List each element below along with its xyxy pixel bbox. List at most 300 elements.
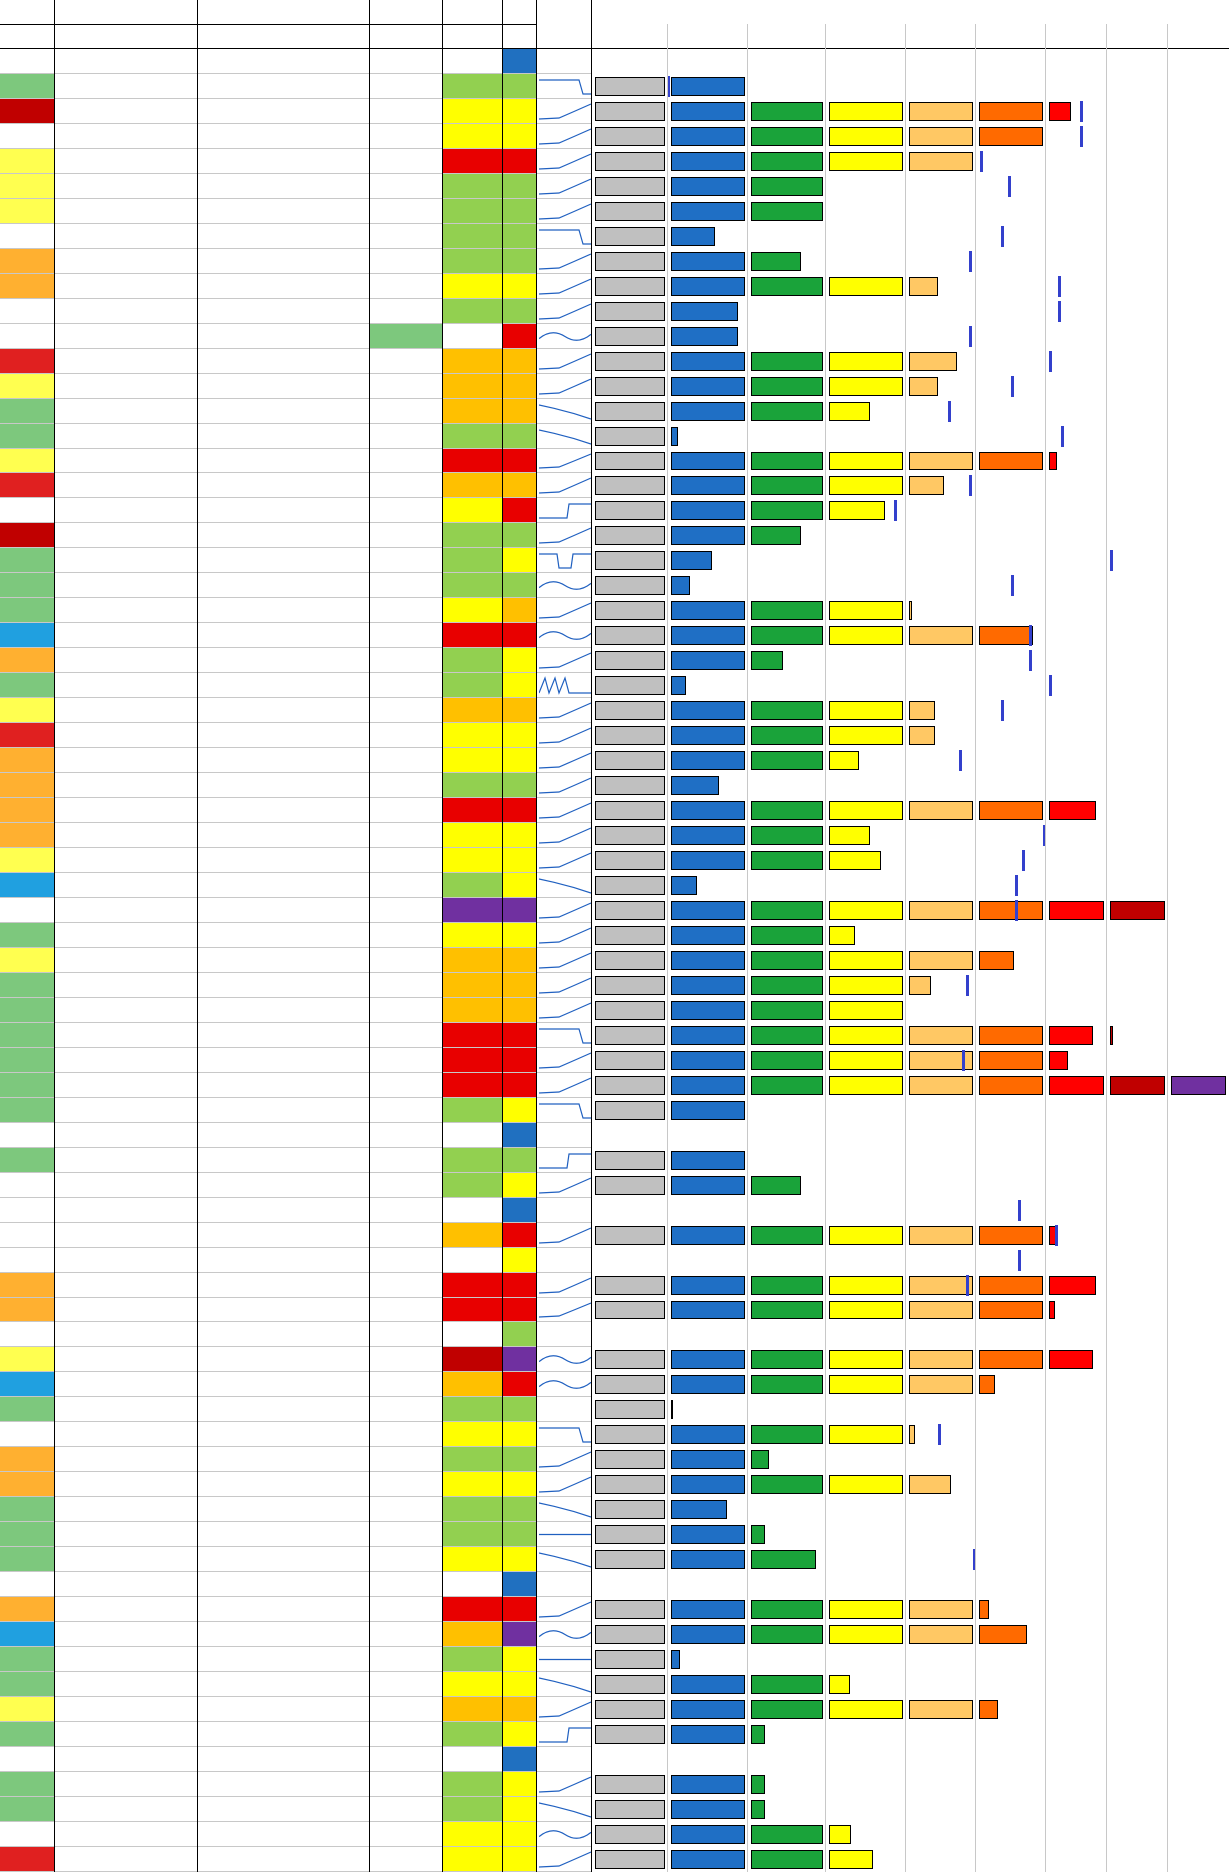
level-bar-normalna bbox=[671, 402, 745, 421]
max-value bbox=[503, 698, 537, 723]
level-bar-opozorilna bbox=[979, 1076, 1043, 1095]
trend-value bbox=[0, 823, 55, 848]
level-bar-poveana bbox=[751, 1625, 823, 1644]
max-value bbox=[503, 399, 537, 424]
level-bar-poveana bbox=[751, 1450, 769, 1469]
max-value bbox=[503, 1048, 537, 1073]
trend-sparkline bbox=[539, 1624, 591, 1645]
current-level-marker bbox=[1080, 101, 1083, 122]
level-bar-normalna bbox=[671, 476, 745, 495]
trend-value bbox=[0, 648, 55, 673]
status-text bbox=[1107, 1148, 1168, 1173]
status-text bbox=[1168, 1123, 1229, 1148]
status-text bbox=[1046, 1747, 1107, 1772]
level-bar-normalna bbox=[671, 352, 745, 371]
level-bar-majhna bbox=[595, 1425, 665, 1444]
flow-value bbox=[443, 1647, 503, 1672]
water-level bbox=[370, 1073, 443, 1098]
river-name bbox=[55, 648, 198, 673]
trend-value bbox=[0, 1397, 55, 1422]
station-name bbox=[198, 1597, 370, 1622]
level-bar-normalna bbox=[671, 901, 745, 920]
water-level bbox=[370, 149, 443, 174]
status-text bbox=[748, 1572, 826, 1597]
header-flow-unit bbox=[443, 24, 503, 49]
level-bar-normalna bbox=[671, 1700, 745, 1719]
level-bar-opozorilna bbox=[979, 102, 1043, 121]
water-level bbox=[370, 1298, 443, 1322]
status-text bbox=[1107, 1123, 1168, 1148]
trend-sparkline bbox=[539, 850, 591, 871]
trend-sparkline bbox=[539, 675, 591, 696]
level-bar-normalna bbox=[671, 551, 712, 570]
level-bar-narasla bbox=[829, 1051, 903, 1070]
trend-sparkline bbox=[539, 151, 591, 172]
flow-value bbox=[443, 723, 503, 748]
trend-sparkline bbox=[539, 875, 591, 896]
trend-value bbox=[0, 99, 55, 124]
station-name bbox=[198, 324, 370, 349]
status-text bbox=[906, 1322, 976, 1347]
level-bar-normalna bbox=[671, 976, 745, 995]
river-name bbox=[55, 1822, 198, 1847]
max-value bbox=[503, 174, 537, 199]
level-bar-25 bbox=[1049, 1026, 1093, 1045]
status-text bbox=[1046, 1148, 1107, 1173]
flow-value bbox=[443, 1572, 503, 1597]
flow-value bbox=[443, 1597, 503, 1622]
trend-sparkline bbox=[539, 525, 591, 546]
level-bar-normalna bbox=[671, 1850, 745, 1869]
level-bar-majhna bbox=[595, 501, 665, 520]
level-bar-majhna bbox=[595, 152, 665, 171]
water-level bbox=[370, 623, 443, 648]
level-bar-poveana bbox=[751, 651, 783, 670]
level-bar-normalna bbox=[671, 1101, 745, 1120]
level-bar-opozorilna bbox=[979, 1026, 1043, 1045]
max-value bbox=[503, 374, 537, 399]
station-name bbox=[198, 748, 370, 773]
level-bar-majhna bbox=[595, 402, 665, 421]
station-name bbox=[198, 149, 370, 174]
trend-sparkline bbox=[539, 1000, 591, 1021]
trend-sparkline bbox=[539, 1449, 591, 1470]
level-bar-normalna bbox=[671, 826, 745, 845]
station-name bbox=[198, 1447, 370, 1472]
flow-value bbox=[443, 1547, 503, 1572]
flow-value bbox=[443, 523, 503, 548]
level-bar-velika bbox=[909, 1625, 973, 1644]
trend-value bbox=[0, 274, 55, 299]
level-bar-poveana bbox=[751, 726, 823, 745]
max-value bbox=[503, 324, 537, 349]
max-value bbox=[503, 149, 537, 174]
max-value bbox=[503, 1397, 537, 1422]
level-bar-normalna bbox=[671, 1775, 745, 1794]
station-name bbox=[198, 648, 370, 673]
water-level bbox=[370, 324, 443, 349]
category-label-7 bbox=[1107, 24, 1168, 49]
river-name bbox=[55, 74, 198, 99]
river-name bbox=[55, 1672, 198, 1697]
level-bar-narasla bbox=[829, 901, 903, 920]
level-bar-normalna bbox=[671, 202, 745, 221]
status-text bbox=[1046, 1123, 1107, 1148]
water-level bbox=[370, 1223, 443, 1248]
level-bar-normalna bbox=[671, 1550, 745, 1569]
water-level bbox=[370, 399, 443, 424]
max-value bbox=[503, 598, 537, 623]
flow-value bbox=[443, 1797, 503, 1822]
level-bar-poveana bbox=[751, 402, 823, 421]
current-level-marker bbox=[962, 1050, 965, 1071]
water-level bbox=[370, 1697, 443, 1722]
river-name bbox=[55, 1747, 198, 1772]
level-bar-narasla bbox=[829, 1700, 903, 1719]
water-level bbox=[370, 1622, 443, 1647]
level-bar-poveana bbox=[751, 1700, 823, 1719]
level-bar-majhna bbox=[595, 576, 665, 595]
trend-value bbox=[0, 149, 55, 174]
current-level-marker bbox=[980, 151, 983, 172]
level-bar-narasla bbox=[829, 402, 870, 421]
max-value bbox=[503, 998, 537, 1023]
station-name bbox=[198, 1647, 370, 1672]
level-bar-extra bbox=[1049, 452, 1057, 470]
status-text bbox=[668, 1248, 748, 1273]
trend-sparkline bbox=[539, 900, 591, 921]
current-level-marker bbox=[1022, 850, 1025, 871]
max-value bbox=[503, 848, 537, 873]
station-name bbox=[198, 973, 370, 998]
status-text bbox=[826, 1572, 906, 1597]
status-text bbox=[668, 49, 748, 74]
level-bar-narasla bbox=[829, 1226, 903, 1245]
current-level-marker bbox=[1001, 226, 1004, 247]
flow-value bbox=[443, 1123, 503, 1148]
station-name bbox=[198, 773, 370, 798]
trend-value bbox=[0, 1298, 55, 1322]
flow-value bbox=[443, 1697, 503, 1722]
station-name bbox=[198, 1073, 370, 1098]
water-level bbox=[370, 948, 443, 973]
level-bar-poveana bbox=[751, 501, 823, 520]
level-bar-normalna bbox=[671, 302, 738, 321]
trend-value bbox=[0, 1522, 55, 1547]
max-value bbox=[503, 1273, 537, 1298]
flow-value bbox=[443, 174, 503, 199]
trend-sparkline bbox=[539, 1075, 591, 1096]
trend-value bbox=[0, 898, 55, 923]
max-value bbox=[503, 673, 537, 698]
river-name bbox=[55, 199, 198, 224]
level-bar-poveana bbox=[751, 152, 823, 171]
flow-value bbox=[443, 1747, 503, 1772]
level-bar-poveana bbox=[751, 1425, 823, 1444]
level-bar-majhna bbox=[595, 1825, 665, 1844]
flow-value bbox=[443, 848, 503, 873]
flow-value bbox=[443, 698, 503, 723]
status-text bbox=[1107, 1747, 1168, 1772]
water-level bbox=[370, 449, 443, 473]
level-bar-opozorilna bbox=[979, 127, 1043, 146]
status-text bbox=[668, 1322, 748, 1347]
water-level bbox=[370, 498, 443, 523]
status-text bbox=[1107, 324, 1168, 349]
trend-value bbox=[0, 998, 55, 1023]
water-level bbox=[370, 1098, 443, 1123]
water-level bbox=[370, 424, 443, 449]
water-level bbox=[370, 299, 443, 324]
level-bar-poveana bbox=[751, 801, 823, 820]
level-bar-velika bbox=[909, 1375, 973, 1394]
station-name bbox=[198, 424, 370, 449]
status-text bbox=[826, 1322, 906, 1347]
level-bar-opozorilna bbox=[979, 901, 1043, 920]
level-bar-opozorilna bbox=[979, 1600, 989, 1619]
level-bar-majhna bbox=[595, 227, 665, 246]
status-text bbox=[1046, 49, 1107, 74]
level-bar-25 bbox=[1049, 1076, 1104, 1095]
water-level bbox=[370, 74, 443, 99]
current-level-marker bbox=[969, 475, 972, 496]
river-name bbox=[55, 224, 198, 249]
current-level-marker bbox=[938, 1424, 941, 1445]
level-bar-normalna bbox=[671, 1051, 745, 1070]
flow-value bbox=[443, 598, 503, 623]
trend-value bbox=[0, 1597, 55, 1622]
current-level-marker bbox=[894, 500, 897, 521]
trend-value bbox=[0, 498, 55, 523]
max-value bbox=[503, 923, 537, 948]
flow-value bbox=[443, 1148, 503, 1173]
station-name bbox=[198, 1173, 370, 1198]
trend-value bbox=[0, 848, 55, 873]
river-name bbox=[55, 1422, 198, 1447]
trend-sparkline bbox=[539, 475, 591, 496]
trend-sparkline bbox=[539, 1799, 591, 1820]
level-bar-narasla bbox=[829, 951, 903, 970]
station-name bbox=[198, 1372, 370, 1397]
level-bar-normalna bbox=[671, 1725, 745, 1744]
status-text bbox=[748, 49, 826, 74]
water-level bbox=[370, 1273, 443, 1298]
level-bar-opozorilna bbox=[979, 801, 1043, 820]
flow-value bbox=[443, 1672, 503, 1697]
current-level-marker bbox=[1110, 550, 1113, 571]
station-name bbox=[198, 998, 370, 1023]
max-value bbox=[503, 1023, 537, 1048]
level-bar-normalna bbox=[671, 1350, 745, 1369]
level-bar-normalna bbox=[671, 751, 745, 770]
level-bar-majhna bbox=[595, 1850, 665, 1869]
flow-value bbox=[443, 424, 503, 449]
level-bar-narasla bbox=[829, 1825, 851, 1844]
trend-value bbox=[0, 1547, 55, 1572]
level-bar-normalna bbox=[671, 1026, 745, 1045]
level-bar-majhna bbox=[595, 1375, 665, 1394]
level-bar-poveana bbox=[751, 1001, 823, 1020]
level-bar-poveana bbox=[751, 377, 823, 396]
level-bar-majhna bbox=[595, 77, 665, 96]
level-bar-majhna bbox=[595, 1350, 665, 1369]
station-name bbox=[198, 1048, 370, 1073]
max-value bbox=[503, 424, 537, 449]
level-bar-majhna bbox=[595, 1226, 665, 1245]
status-text bbox=[592, 1322, 668, 1347]
level-bar-extra bbox=[1049, 102, 1071, 121]
water-level bbox=[370, 923, 443, 948]
trend-value bbox=[0, 1422, 55, 1447]
water-level bbox=[370, 1722, 443, 1747]
header-station bbox=[200, 0, 370, 24]
status-text bbox=[826, 1248, 906, 1273]
level-bar-normalna bbox=[671, 801, 745, 820]
current-level-marker bbox=[1008, 176, 1011, 197]
trend-sparkline bbox=[539, 1599, 591, 1620]
river-name bbox=[55, 124, 198, 149]
trend-value bbox=[0, 1223, 55, 1248]
current-level-marker bbox=[1049, 351, 1052, 372]
level-bar-normalna bbox=[671, 1076, 745, 1095]
station-name bbox=[198, 873, 370, 898]
river-name bbox=[55, 1697, 198, 1722]
trend-sparkline bbox=[539, 301, 591, 322]
level-bar-poveana bbox=[751, 127, 823, 146]
max-value bbox=[503, 1547, 537, 1572]
level-bar-majhna bbox=[595, 1276, 665, 1295]
trend-value bbox=[0, 1023, 55, 1048]
station-name bbox=[198, 1697, 370, 1722]
trend-sparkline bbox=[539, 950, 591, 971]
level-bar-majhna bbox=[595, 452, 665, 470]
level-bar-poveana bbox=[751, 252, 801, 271]
max-value bbox=[503, 1347, 537, 1372]
level-bar-normalna bbox=[671, 77, 745, 96]
river-name bbox=[55, 174, 198, 199]
level-bar-majhna bbox=[595, 1001, 665, 1020]
max-value bbox=[503, 1447, 537, 1472]
station-name bbox=[198, 399, 370, 424]
current-level-marker bbox=[966, 1275, 969, 1296]
trend-value bbox=[0, 1248, 55, 1273]
level-bar-narasla bbox=[829, 601, 903, 620]
status-text bbox=[1046, 1322, 1107, 1347]
level-bar-narasla bbox=[829, 102, 903, 121]
station-name bbox=[198, 299, 370, 324]
station-name bbox=[198, 1547, 370, 1572]
level-bar-majhna bbox=[595, 1525, 665, 1544]
status-text bbox=[826, 1123, 906, 1148]
max-value bbox=[503, 798, 537, 823]
station-name bbox=[198, 1522, 370, 1547]
level-bar-poveana bbox=[751, 1675, 823, 1694]
level-bar-normalna bbox=[671, 1450, 745, 1469]
level-bar-normalna bbox=[671, 1425, 745, 1444]
level-bar-velika bbox=[909, 152, 973, 171]
status-text bbox=[668, 1198, 748, 1223]
level-bar-510 bbox=[1110, 1076, 1165, 1095]
river-name bbox=[55, 1797, 198, 1822]
level-bar-normalna bbox=[671, 526, 745, 545]
trend-value bbox=[0, 1822, 55, 1847]
header-level-unit bbox=[370, 24, 442, 49]
level-bar-majhna bbox=[595, 926, 665, 945]
status-text bbox=[906, 1198, 976, 1223]
max-value bbox=[503, 1148, 537, 1173]
station-name bbox=[198, 99, 370, 124]
category-label-0 bbox=[592, 24, 668, 49]
level-bar-narasla bbox=[829, 1026, 903, 1045]
status-text bbox=[906, 1248, 976, 1273]
max-value bbox=[503, 1847, 537, 1872]
level-bar-velika bbox=[909, 1700, 973, 1719]
trend-sparkline bbox=[539, 1150, 591, 1171]
max-value bbox=[503, 124, 537, 149]
level-bar-velika bbox=[909, 352, 957, 371]
level-bar-majhna bbox=[595, 1650, 665, 1669]
max-value bbox=[503, 1697, 537, 1722]
level-bar-opozorilna bbox=[979, 1301, 1043, 1319]
header-level bbox=[372, 0, 442, 24]
level-bar-narasla bbox=[829, 1350, 903, 1369]
station-name bbox=[198, 1822, 370, 1847]
trend-value bbox=[0, 1447, 55, 1472]
level-bar-opozorilna bbox=[979, 626, 1033, 645]
water-level bbox=[370, 1847, 443, 1872]
river-name bbox=[55, 1073, 198, 1098]
current-level-marker bbox=[1061, 426, 1064, 447]
trend-sparkline bbox=[539, 76, 591, 97]
level-bar-narasla bbox=[829, 277, 903, 296]
level-bar-poveana bbox=[751, 1600, 823, 1619]
station-name bbox=[198, 848, 370, 873]
level-bar-poveana bbox=[751, 826, 823, 845]
header-trend-sub bbox=[16, 24, 56, 49]
max-value bbox=[503, 349, 537, 374]
category-label-5 bbox=[976, 24, 1046, 49]
level-bar-majhna bbox=[595, 651, 665, 670]
level-bar-normalna bbox=[671, 626, 745, 645]
level-bar-poveana bbox=[751, 1350, 823, 1369]
level-bar-normalna bbox=[671, 177, 745, 196]
trend-value bbox=[0, 1372, 55, 1397]
river-name bbox=[55, 449, 198, 473]
trend-sparkline bbox=[539, 1674, 591, 1695]
river-name bbox=[55, 274, 198, 299]
flow-value bbox=[443, 1522, 503, 1547]
trend-value bbox=[0, 174, 55, 199]
trend-value bbox=[0, 199, 55, 224]
water-level bbox=[370, 224, 443, 249]
level-bar-opozorilna bbox=[979, 1700, 998, 1719]
station-name bbox=[198, 1123, 370, 1148]
trend-value bbox=[0, 723, 55, 748]
level-bar-normalna bbox=[671, 427, 678, 446]
water-level bbox=[370, 1347, 443, 1372]
water-level bbox=[370, 748, 443, 773]
status-text bbox=[1168, 1148, 1229, 1173]
water-level bbox=[370, 1023, 443, 1048]
trend-value bbox=[0, 1273, 55, 1298]
trend-sparkline bbox=[539, 1524, 591, 1545]
max-value bbox=[503, 723, 537, 748]
water-level bbox=[370, 1772, 443, 1797]
max-value bbox=[503, 199, 537, 224]
water-level bbox=[370, 473, 443, 498]
flow-value bbox=[443, 1497, 503, 1522]
max-value bbox=[503, 1597, 537, 1622]
